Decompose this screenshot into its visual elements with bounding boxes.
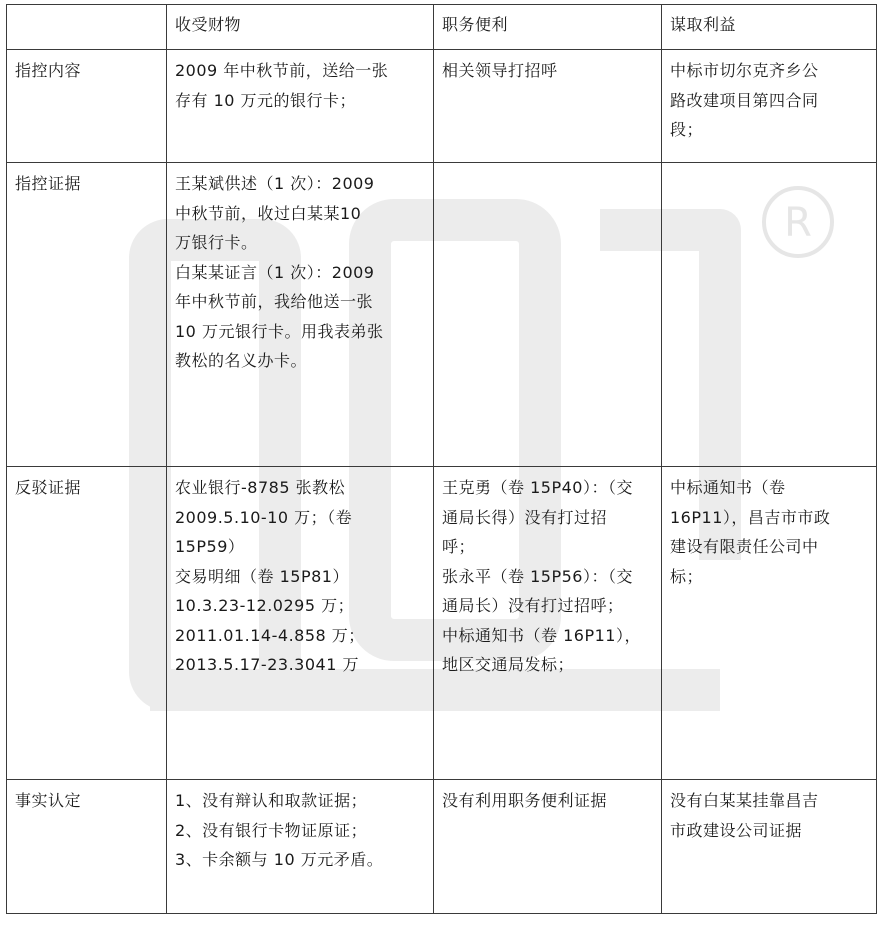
- cell-text-line: 白某某证言（1 次）：2009: [175, 262, 375, 282]
- cell-text-line: 存有 10 万元的银行卡；: [175, 90, 357, 110]
- cell-text-line: 中秋节前，收过白某某10: [175, 203, 362, 223]
- header-cell-official-convenience: 职务便利: [434, 5, 662, 50]
- table-cell: [167, 467, 434, 780]
- cell-text-line: 中标通知书（卷: [670, 478, 786, 497]
- row-label: 指控内容: [7, 50, 167, 163]
- cell-text-line: 市政建设公司证据: [670, 820, 803, 840]
- cell-text-line: 呼；: [442, 537, 476, 556]
- cell-text-line: 通局长得）没有打过招: [442, 507, 608, 527]
- cell-text-line: 1、没有辩认和取款证据；: [175, 791, 368, 810]
- table-cell: [167, 50, 434, 163]
- cell-text-line: 3、卡余额与 10 万元矛盾。: [175, 850, 384, 869]
- cell-text-line: 10.3.23-12.0295 万；: [175, 596, 355, 615]
- table-cell: [662, 780, 877, 914]
- row-label: 指控证据: [7, 163, 167, 467]
- cell-text-line: 万银行卡。: [175, 233, 258, 252]
- cell-text-line: 农业银行-8785 张教松: [175, 478, 346, 497]
- table-cell: [434, 780, 662, 914]
- cell-text-line: 2011.01.14-4.858 万；: [175, 625, 365, 645]
- cell-text-line: 没有利用职务便利证据: [442, 791, 608, 810]
- cell-text-line: 中标市切尔克齐乡公: [670, 61, 819, 80]
- cell-text-line: 没有白某某挂靠昌吉: [670, 791, 819, 810]
- table-cell: [662, 50, 877, 163]
- cell-text-line: 2009.5.10-10 万；（卷: [175, 507, 353, 527]
- table-cell: [434, 163, 662, 467]
- table-cell: [662, 467, 877, 780]
- cell-text-line: 16P11），昌吉市市政: [670, 507, 831, 527]
- cell-text-line: 年中秋节前，我给他送一张: [175, 292, 374, 311]
- cell-text-line: 2013.5.17-23.3041 万: [175, 655, 359, 674]
- cell-text-line: 2、没有银行卡物证原证；: [175, 820, 368, 840]
- table-row: [7, 467, 877, 780]
- cell-text-line: 路改建项目第四合同: [670, 90, 819, 110]
- cell-text-line: 段；: [670, 120, 704, 139]
- svg-text:R: R: [784, 200, 812, 246]
- cell-text-line: 中标通知书（卷 16P11），: [442, 625, 641, 645]
- header-row: [7, 5, 877, 50]
- cell-text-line: 王克勇（卷 15P40）：（交: [442, 478, 633, 497]
- table-cell: [434, 50, 662, 163]
- cell-text-line: 10 万元银行卡。用我表弟张: [175, 321, 384, 341]
- table-cell: [434, 467, 662, 780]
- table-row: [7, 163, 877, 467]
- cell-text-line: 教松的名义办卡。: [175, 351, 308, 370]
- table-row: [7, 780, 877, 914]
- cell-text-line: 标；: [670, 566, 704, 586]
- header-cell-seeking-benefit: 谋取利益: [662, 5, 877, 50]
- cell-text-line: 地区交通局发标；: [442, 655, 575, 674]
- comparison-table: [6, 4, 877, 914]
- cell-text-line: 建设有限责任公司中: [670, 537, 819, 556]
- cell-text-line: 通局长）没有打过招呼；: [442, 596, 624, 615]
- row-label: 反驳证据: [7, 467, 167, 780]
- header-cell-receiving-property: 收受财物: [167, 5, 434, 50]
- table-row: [7, 50, 877, 163]
- cell-text-line: 2009 年中秋节前，送给一张: [175, 61, 389, 80]
- cell-text-line: 交易明细（卷 15P81）: [175, 566, 349, 586]
- table-cell: [167, 780, 434, 914]
- table-cell: [167, 163, 434, 467]
- cell-text-line: 张永平（卷 15P56）：（交: [442, 566, 633, 586]
- cell-text-line: 15P59）: [175, 537, 245, 556]
- header-cell-empty: [7, 5, 167, 50]
- cell-text-line: 相关领导打招呼: [442, 61, 558, 80]
- row-label: 事实认定: [7, 780, 167, 914]
- table-cell: [662, 163, 877, 467]
- cell-text-line: 王某斌供述（1 次）：2009: [175, 174, 375, 193]
